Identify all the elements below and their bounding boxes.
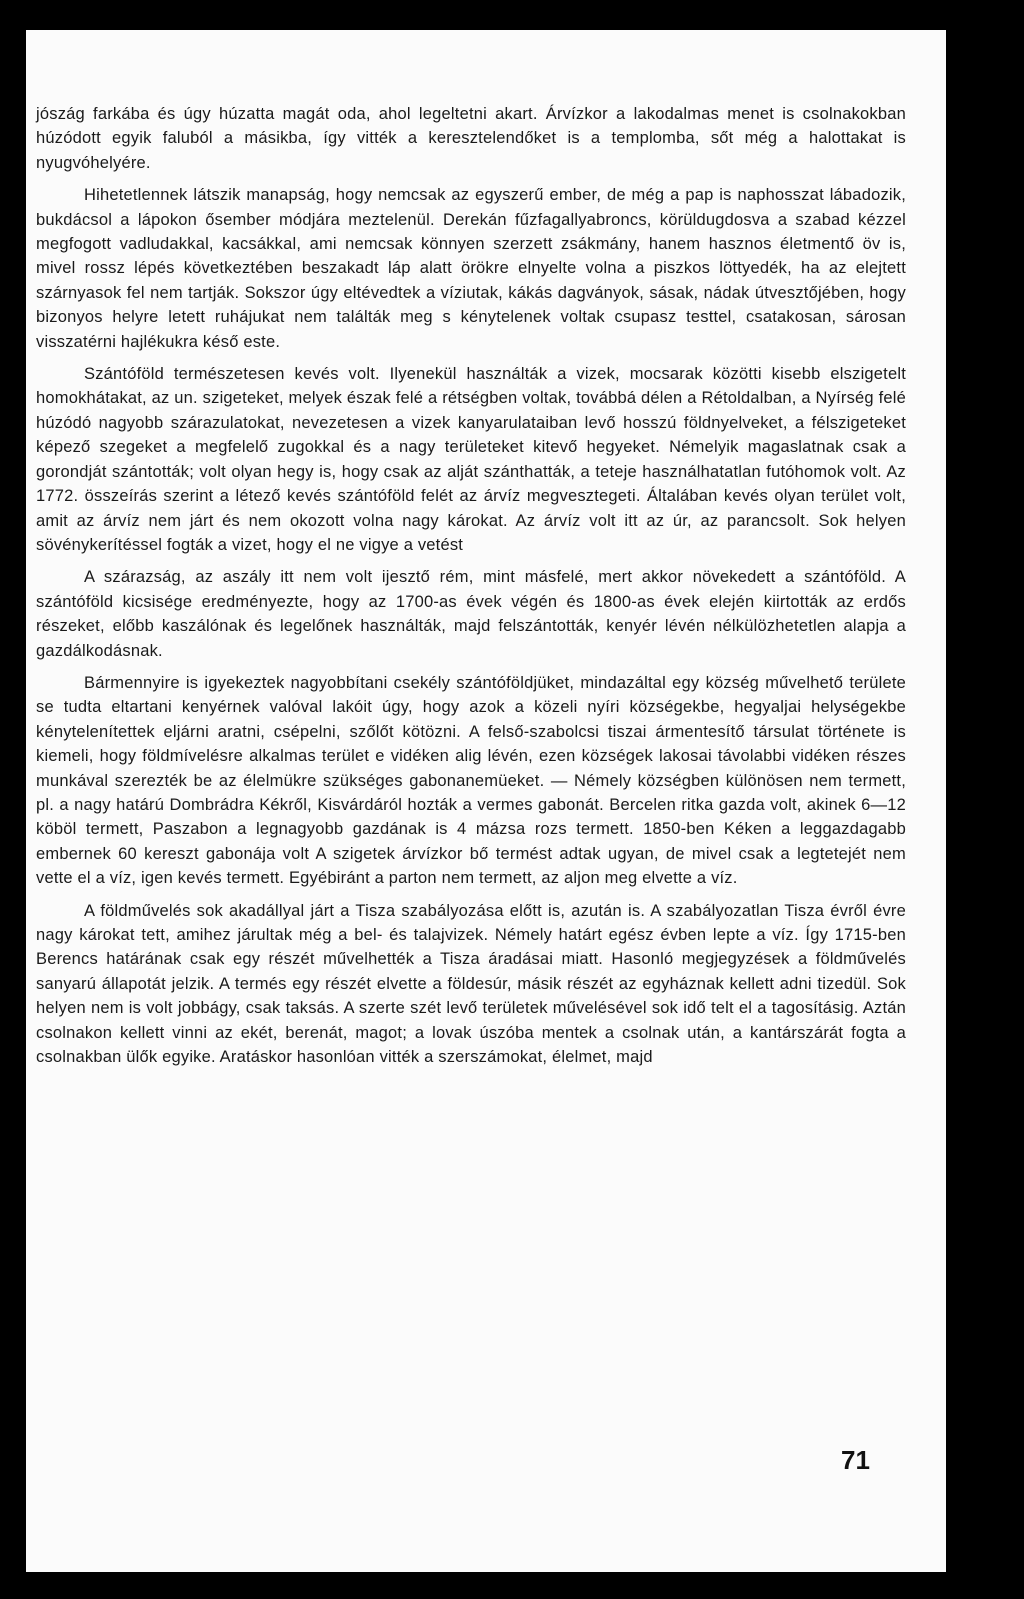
paragraph-1: jószág farkába és úgy húzatta magát oda, ahol legeltetni akart. Árvízkor a lakodalmas menet is csolnakokban húzódott egyik faluból a másikba, így vitték a keresztelendőket is a templomba, sőt még a halottakat is nyugvóhelyére. — [36, 105, 906, 172]
page-number: 71 — [841, 1445, 870, 1475]
paragraph-6: A földművelés sok akadállyal járt a Tisza szabályozása előtt is, azután is. A szabályozatlan Tisza évről évre nagy károkat tett, amihez járultak még a bel- és talajvizek. Némely határt egész évben lepte a víz. Így 1715-ben Berencs határának csak egy részét művelhették a Tisza áradásai miatt. Hasonló megjegyzések a földművelés sanyarú állapotát jelzik. A termés egy részét elvette a földesúr, másik részét az egyháznak kellett adni tizedül. Sok helyen nem is volt jobbágy, csak taksás. A szerte szét levő területek művelésével sok idő telt el a tagosításig. Aztán csolnakon kellett vinni az ekét, berenát, magot; a lovak úszóba mentek a csolnak után, a kantárszárát fogta a csolnakban ülők egyike. Aratáskor hasonlóan vitték a szerszámokat, élelmet, majd — [36, 901, 906, 1067]
paragraph-5: Bármennyire is igyekeztek nagyobbítani csekély szántóföldjüket, mindazáltal egy község művelhető területe se tudta eltartani kenyérnek valóval lakóit úgy, hogy azok a közeli nyíri községekbe, hegyaljai helységekbe kénytelenítettek eljárni aratni, csépelni, szőlőt kötözni. A felső-szabolcsi tiszai ármentesítő társulat története is kiemeli, hogy földmívelésre alkalmas terület e vidéken alig lévén, ezen községek lakosai távolabbi vidéken részes munkával szerezték be az élelmükre szükséges gabonanemüeket. — Némely községben különösen nem termett, pl. a nagy határú Dombrádra Kékről, Kisvárdáról hozták a vermes gabonát. Bercelen ritka gazda volt, akinek 6—12 köböl termett, Paszabon a legnagyobb gazdának is 4 mázsa rozs termett. 1850-ben Kéken a leggazdagabb embernek 60 kereszt gabonája volt A szigetek árvízkor bő termést adtak ugyan, de mivel csak a legtetejét nem vette el a víz, igen kevés termett. Egyébiránt a parton nem termett, az aljon meg elvette a víz. — [36, 673, 906, 888]
paragraph-3: Szántóföld természetesen kevés volt. Ilyenekül használták a vizek, mocsarak közötti kisebb elszigetelt homokhátakat, az un. szigeteket, melyek észak felé a rétségben voltak, továbbá délen a Rétoldalban, a Nyírség felé húzódó nagyobb szárazulatokat, nevezetesen a vizek kanyarulataiban levő hosszú földnyelveket, a félszigeteket képező szegeket a megfelelő zugokkal és a nagy területeket kitevő hegyeket. Némelyik magaslatnak csak a gorondját szántották; volt olyan hegy is, hogy csak az alját szánthatták, a teteje használhatatlan futóhomok volt. Az 1772. összeírás szerint a létező kevés szántóföld felét az árvíz megvesztegeti. Általában kevés olyan terület volt, amit az árvíz nem járt és nem okozott volna nagy károkat. Az árvíz volt itt az úr, az parancsolt. Sok helyen sövénykerítéssel fogták a vizet, hogy el ne vigye a vetést — [36, 365, 906, 554]
paragraph-2: Hihetetlennek látszik manapság, hogy nemcsak az egyszerű ember, de még a pap is naphosszat lábadozik, bukdácsol a lápokon ősember módjára meztelenül. Derekán fűzfagallyabroncs, körüldugdosva a szabad kézzel megfogott vadludakkal, kacsákkal, ami nemcsak könnyen szerzett zsákmány, hanem hasznos életmentő öv is, mivel rossz lépés következtében beszakadt láp alatt örökre elnyelte volna a piszkos löttyedék, ha az elejtett szárnyasok fel nem tartják. Sokszor úgy eltévedtek a víziutak, kákás dagványok, sásak, nádak útvesztőjében, hogy bizonyos helyre letett ruhájukat nem találták meg s kénytelenek voltak csupasz testtel, csatakosan, sárosan visszatérni hajlékukra késő este. — [36, 186, 906, 351]
book-page — [26, 30, 946, 1572]
body-text — [36, 102, 906, 1077]
paragraph-4: A szárazság, az aszály itt nem volt ijesztő rém, mint másfelé, mert akkor növekedett a szántóföld. A szántóföld kicsisége eredményezte, hogy az 1700-as évek végén és 1800-as évek elején kiirtották az erdős részeket, előbb kaszálónak és legelőnek használták, majd felszántották, kenyér lévén nélkülözhetetlen alapja a gazdálkodásnak. — [36, 568, 906, 660]
